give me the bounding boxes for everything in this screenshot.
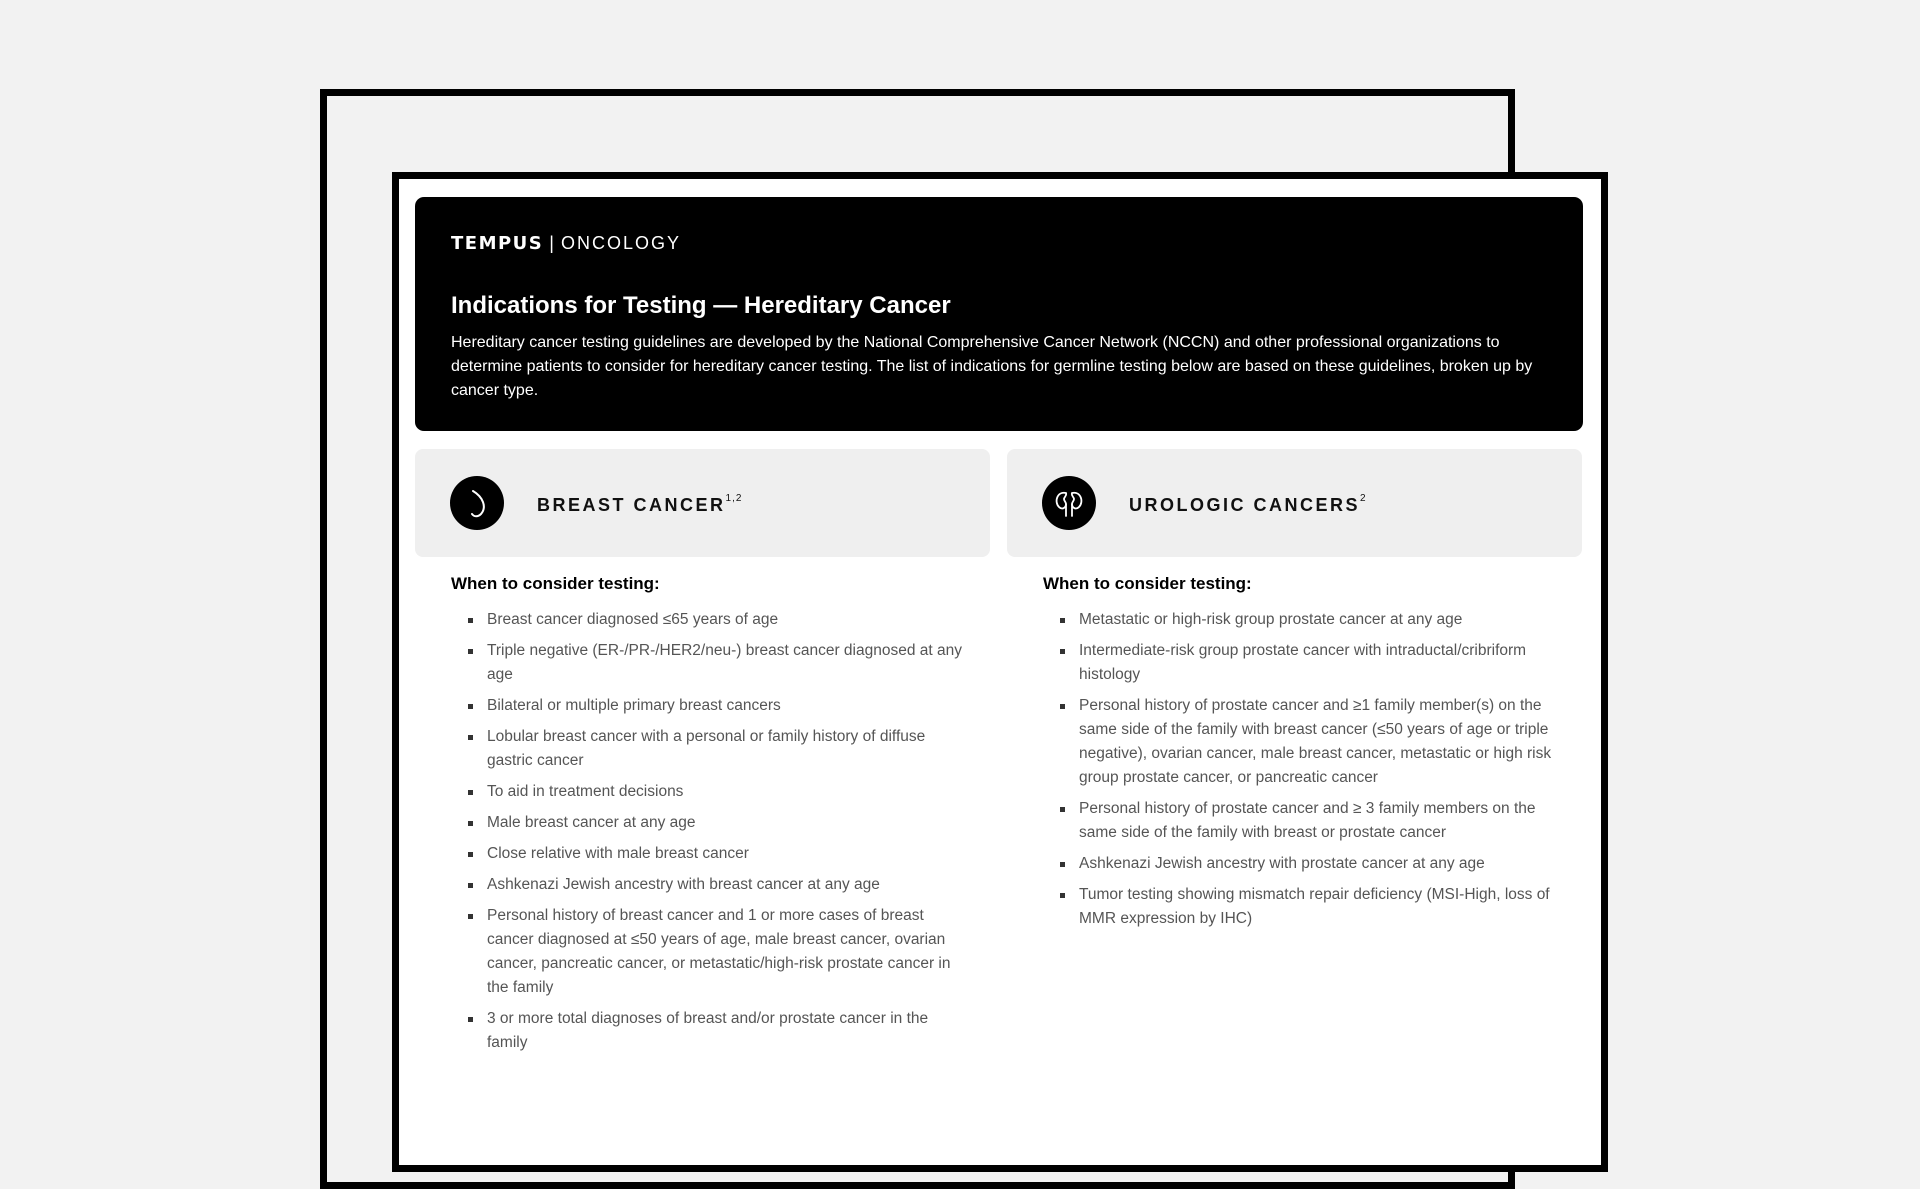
list-item: Ashkenazi Jewish ancestry with breast cancer at any age: [487, 873, 962, 897]
list-item: To aid in treatment decisions: [487, 780, 962, 804]
breast-cancer-subheading: When to consider testing:: [451, 574, 660, 593]
list-item: Male breast cancer at any age: [487, 811, 962, 835]
urologic-cancers-title: [1129, 493, 1367, 516]
list-item: Ashkenazi Jewish ancestry with prostate cancer at any age: [1079, 852, 1563, 876]
list-item: 3 or more total diagnoses of breast and/or prostate cancer in the family: [487, 1007, 962, 1055]
breast-cancer-indications-list: [451, 608, 971, 1055]
brand-separator: |: [549, 233, 555, 253]
urologic-cancers-card-header: [1007, 449, 1582, 557]
list-item: Intermediate-risk group prostate cancer with intraductal/cribriform histology: [1079, 639, 1563, 687]
brand-name: TEMPUS: [451, 233, 544, 254]
urologic-cancers-section: [1043, 574, 1563, 938]
page-title: Indications for Testing — Hereditary Cancer: [451, 292, 951, 319]
list-item: Triple negative (ER-/PR-/HER2/neu-) breast cancer diagnosed at any age: [487, 639, 962, 687]
document-header: [415, 197, 1583, 431]
kidney-icon: [1042, 476, 1096, 530]
list-item: Metastatic or high-risk group prostate cancer at any age: [1079, 608, 1563, 632]
urologic-cancers-indications-list: [1043, 608, 1563, 931]
brand-logo: [451, 233, 681, 254]
list-item: Personal history of breast cancer and 1 or more cases of breast cancer diagnosed at ≤50 years of age, male breast cancer, ovarian cancer, pancreatic cancer, or metastatic/high-risk prostate cancer in the family: [487, 904, 962, 1000]
breast-cancer-reference: 1,2: [725, 493, 743, 504]
list-item: Tumor testing showing mismatch repair deficiency (MSI-High, loss of MMR expression by IHC): [1079, 883, 1563, 931]
list-item: Lobular breast cancer with a personal or family history of diffuse gastric cancer: [487, 725, 962, 773]
list-item: Personal history of prostate cancer and ≥ 3 family members on the same side of the family with breast or prostate cancer: [1079, 797, 1563, 845]
list-item: Breast cancer diagnosed ≤65 years of age: [487, 608, 962, 632]
breast-icon: [450, 476, 504, 530]
breast-cancer-card-header: [415, 449, 990, 557]
urologic-cancers-title-text: UROLOGIC CANCERS: [1129, 495, 1361, 515]
list-item: Close relative with male breast cancer: [487, 842, 962, 866]
list-item: Personal history of prostate cancer and ≥1 family member(s) on the same side of the family with breast cancer (≤50 years of age or triple negative), ovarian cancer, male breast cancer, metastatic or high risk group prostate cancer, or pancreatic cancer: [1079, 694, 1563, 790]
breast-cancer-title-text: BREAST CANCER: [537, 495, 726, 515]
list-item: Bilateral or multiple primary breast cancers: [487, 694, 962, 718]
brand-division: ONCOLOGY: [560, 233, 681, 253]
urologic-cancers-reference: 2: [1360, 493, 1367, 504]
breast-cancer-title: [537, 493, 742, 516]
breast-cancer-section: [451, 574, 971, 1062]
urologic-cancers-subheading: When to consider testing:: [1043, 574, 1252, 593]
page-description: Hereditary cancer testing guidelines are developed by the National Comprehensive Cancer Network (NCCN) and other professional organizations to determine patients to consider for hereditary cancer testing. The list of indications for germline testing below are based on these guidelines, broken up by cancer type.: [451, 334, 1533, 399]
